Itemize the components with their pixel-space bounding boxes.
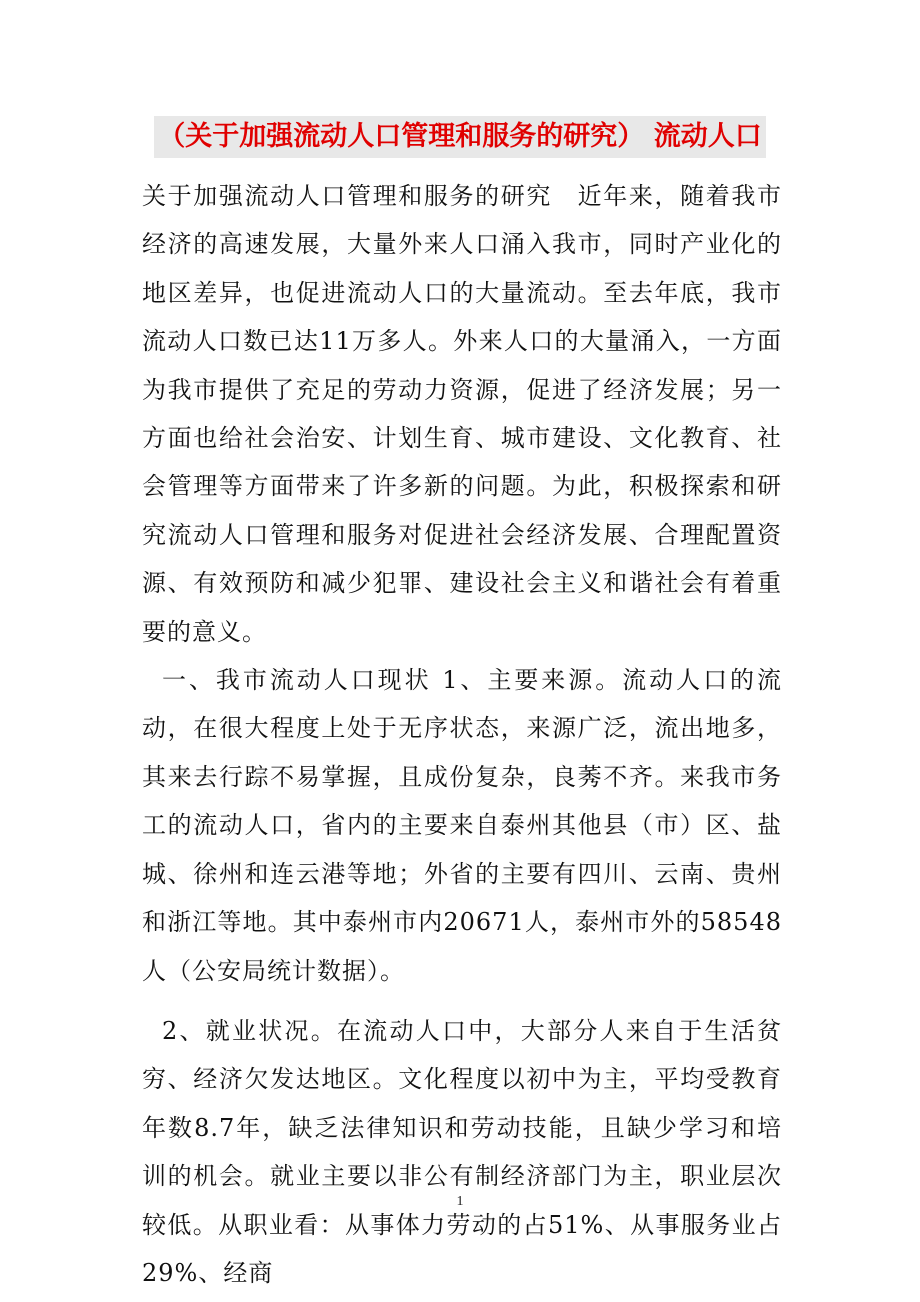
paragraph-intro: 关于加强流动人口管理和服务的研究 近年来，随着我市经济的高速发展，大量外来人口涌入我市，同时产业化的地区差异，也促进流动人口的大量流动。至去年底，我市流动人口数已达11万多人。外来人口的大量涌入，一方面为我市提供了充足的劳动力资源，促进了经济发展；另一方面也给社会治安、计划生育、城市建设、文化教育、社会管理等方面带来了许多新的问题。为此，积极探索和研究流动人口管理和服务对促进社会经济发展、合理配置资源、有效预防和减少犯罪、建设社会主义和谐社会有着重要的意义。 (142, 182, 782, 646)
paragraph-section-2: 2、就业状况。在流动人口中，大部分人来自于生活贫穷、经济欠发达地区。文化程度以初中为主，平均受教育年数8.7年，缺乏法律知识和劳动技能，且缺少学习和培训的机会。就业主要以非公有制经济部门为主，职业层次较低。从职业看：从事体力劳动的占51%、从事服务业占29%、经商 (142, 1016, 782, 1287)
document-body (142, 172, 782, 1297)
page-number: 1 (456, 1194, 464, 1209)
title-container (0, 116, 920, 158)
paragraph-section-1: 一、我市流动人口现状 1、主要来源。流动人口的流动，在很大程度上处于无序状态，来源广泛，流出地多，其来去行踪不易掌握，且成份复杂，良莠不齐。来我市务工的流动人口，省内的主要来自泰州其他县（市）区、盐城、徐州和连云港等地；外省的主要有四川、云南、贵州和浙江等地。其中泰州市内20671人，泰州市外的58548人（公安局统计数据）。 (142, 666, 782, 985)
document-title: （关于加强流动人口管理和服务的研究） 流动人口 (154, 116, 765, 158)
